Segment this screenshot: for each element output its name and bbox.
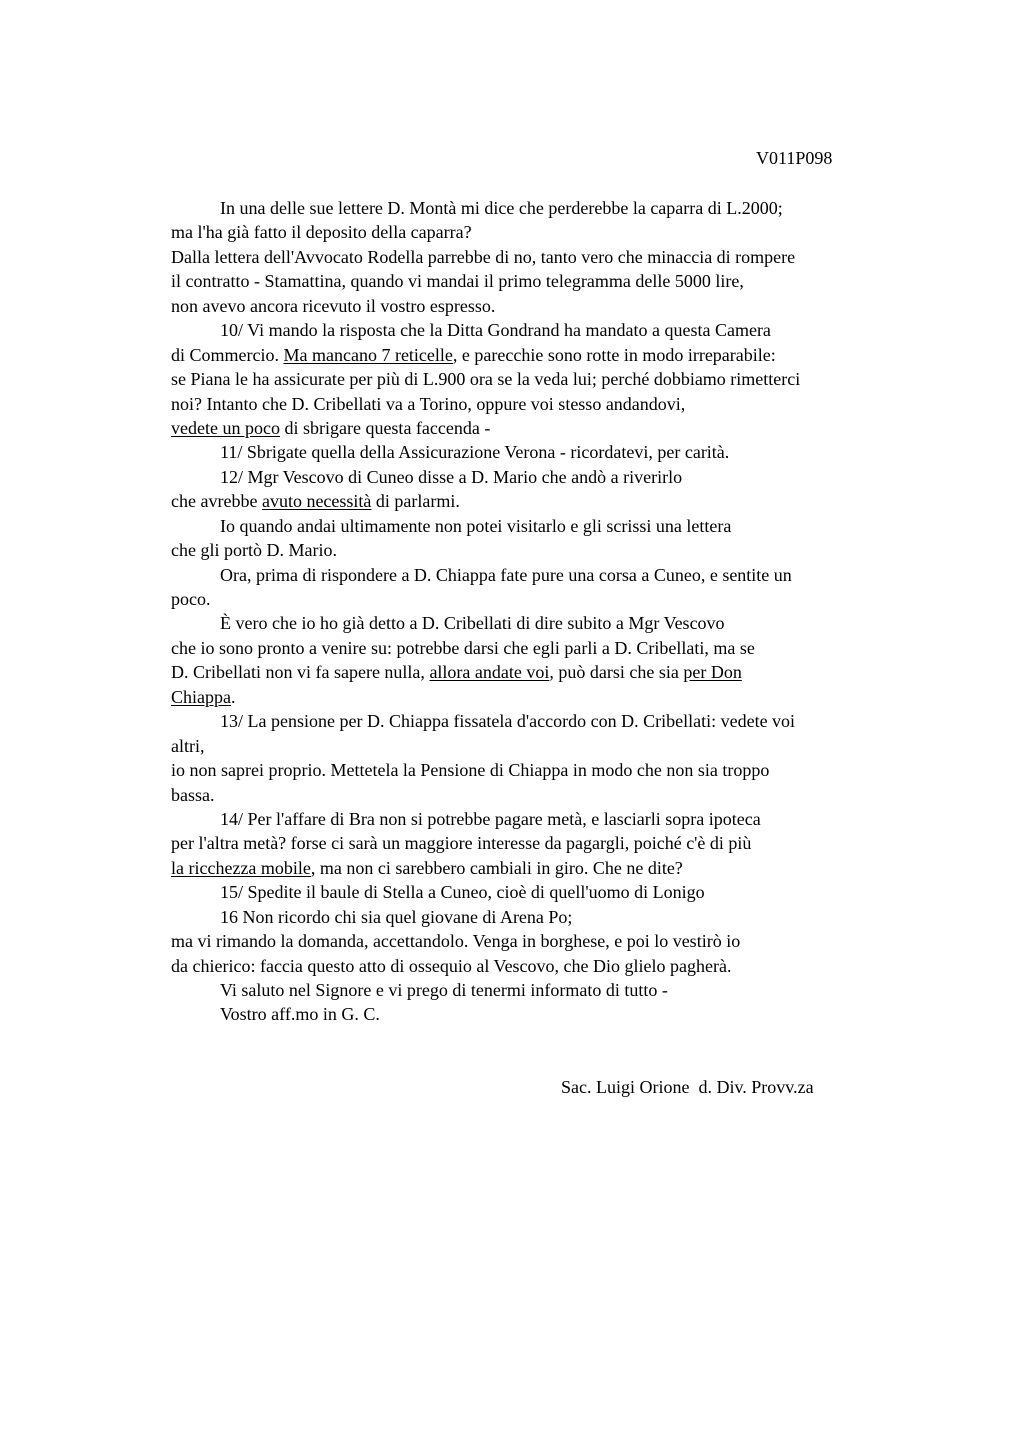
text-line: [171, 685, 901, 709]
text-segment: di parlarmi.: [371, 491, 460, 512]
text-segment: per l'altra metà? forse ci sarà un maggiore interesse da pagargli, poiché c'è di più: [171, 833, 752, 854]
text-segment: 10/ Vi mando la risposta che la Ditta Gondrand ha mandato a questa Camera: [220, 320, 771, 341]
text-line: [171, 220, 901, 244]
text-segment: poco.: [171, 589, 211, 609]
text-segment: 14/ Per l'affare di Bra non si potrebbe pagare metà, e lasciarli sopra ipoteca: [220, 808, 761, 829]
underlined-text: Ma mancano 7 reticelle: [283, 344, 453, 365]
text-segment: che gli portò D. Mario.: [171, 540, 337, 561]
text-line: [171, 465, 901, 489]
text-line: [171, 563, 901, 587]
text-line: [171, 660, 901, 684]
text-line: [171, 978, 901, 1002]
text-segment: È vero che io ho già detto a D. Cribellati di dire subito a Mgr Vescovo: [220, 613, 725, 634]
text-segment: , può darsi che sia: [549, 662, 684, 683]
text-line: [171, 856, 901, 880]
text-segment: che io sono pronto a venire su: potrebbe darsi che egli parli a D. Cribellati, ma se: [171, 637, 755, 658]
text-line: [171, 538, 901, 562]
text-segment: Ora, prima di rispondere a D. Chiappa fate pure una corsa a Cuneo, e sentite un: [220, 564, 792, 585]
text-line: [171, 905, 901, 929]
text-segment: che avrebbe: [171, 491, 262, 512]
text-segment: ma vi rimando la domanda, accettandolo. Venga in borghese, e poi lo vestirò io: [171, 931, 741, 952]
text-line: [171, 954, 901, 978]
underlined-text: allora andate voi: [429, 662, 550, 683]
text-segment: ma l'ha già fatto il deposito della caparra?: [171, 222, 472, 243]
text-segment: 11/ Sbrigate quella della Assicurazione Verona - ricordatevi, per carità.: [220, 442, 730, 463]
text-segment: 16 Non ricordo chi sia quel giovane di Arena Po;: [220, 906, 573, 927]
text-segment: Vi saluto nel Signore e vi prego di tenermi informato di tutto -: [220, 980, 668, 1000]
text-line: [171, 318, 901, 342]
text-line: [171, 831, 901, 855]
text-line: [171, 783, 901, 807]
text-line: [171, 758, 901, 782]
letter-body: [171, 196, 901, 1027]
text-line: [171, 245, 901, 269]
text-segment: io non saprei proprio. Mettetela la Pensione di Chiappa in modo che non sia troppo: [171, 760, 770, 781]
text-segment: non avevo ancora ricevuto il vostro espresso.: [171, 295, 496, 316]
text-line: [171, 392, 901, 416]
underlined-text: la ricchezza mobile: [171, 857, 311, 878]
text-segment: Dalla lettera dell'Avvocato Rodella parrebbe di no, tanto vero che minaccia di rompere: [171, 246, 796, 267]
signature: Sac. Luigi Orione d. Div. Provv.za: [561, 1077, 814, 1097]
text-line: [171, 440, 901, 464]
text-segment: da chierico: faccia questo atto di ossequio al Vescovo, che Dio glielo pagherà.: [171, 955, 732, 976]
text-line: [171, 709, 901, 733]
text-line: [171, 514, 901, 538]
text-segment: 13/ La pensione per D. Chiappa fissatela d'accordo con D. Cribellati: vedete voi: [220, 711, 796, 732]
text-line: [171, 880, 901, 904]
document-id: V011P098: [756, 148, 833, 168]
text-line: [171, 636, 901, 660]
text-line: [171, 343, 901, 367]
underlined-text: per Don: [683, 662, 742, 683]
text-line: [171, 416, 901, 440]
underlined-text: avuto necessità: [261, 491, 372, 512]
text-line: [171, 196, 901, 220]
text-segment: In una delle sue lettere D. Montà mi dice che perderebbe la caparra di L.2000;: [220, 198, 783, 218]
text-segment: altri,: [171, 735, 205, 756]
text-segment: di sbrigare questa faccenda -: [279, 417, 491, 438]
text-segment: se Piana le ha assicurate per più di L.900 ora se la veda lui; perché dobbiamo rimetterci: [171, 369, 801, 390]
text-line: [171, 734, 901, 758]
underlined-text: Chiappa: [171, 686, 231, 707]
text-line: [171, 587, 901, 611]
underlined-text: vedete un poco: [171, 417, 280, 438]
text-line: [171, 294, 901, 318]
text-line: [171, 1002, 901, 1026]
text-segment: .: [231, 686, 236, 707]
text-line: [171, 367, 901, 391]
text-line: [171, 611, 901, 635]
text-segment: bassa.: [171, 784, 215, 805]
text-line: [171, 489, 901, 513]
text-segment: di Commercio.: [171, 344, 284, 365]
text-line: [171, 929, 901, 953]
text-segment: Io quando andai ultimamente non potei visitarlo e gli scrissi una lettera: [220, 515, 732, 536]
text-segment: Vostro aff.mo in G. C.: [220, 1004, 380, 1025]
text-segment: , ma non ci sarebbero cambiali in giro. Che ne dite?: [310, 857, 683, 878]
text-segment: 15/ Spedite il baule di Stella a Cuneo, cioè di quell'uomo di Lonigo: [220, 882, 705, 903]
text-line: [171, 807, 901, 831]
text-segment: , e parecchie sono rotte in modo irreparabile:: [452, 344, 776, 365]
text-segment: noi? Intanto che D. Cribellati va a Torino, oppure voi stesso andandovi,: [171, 393, 686, 414]
text-segment: il contratto - Stamattina, quando vi mandai il primo telegramma delle 5000 lire,: [171, 271, 744, 292]
text-segment: D. Cribellati non vi fa sapere nulla,: [171, 662, 430, 683]
text-line: [171, 269, 901, 293]
text-segment: 12/ Mgr Vescovo di Cuneo disse a D. Mario che andò a riverirlo: [220, 466, 683, 487]
